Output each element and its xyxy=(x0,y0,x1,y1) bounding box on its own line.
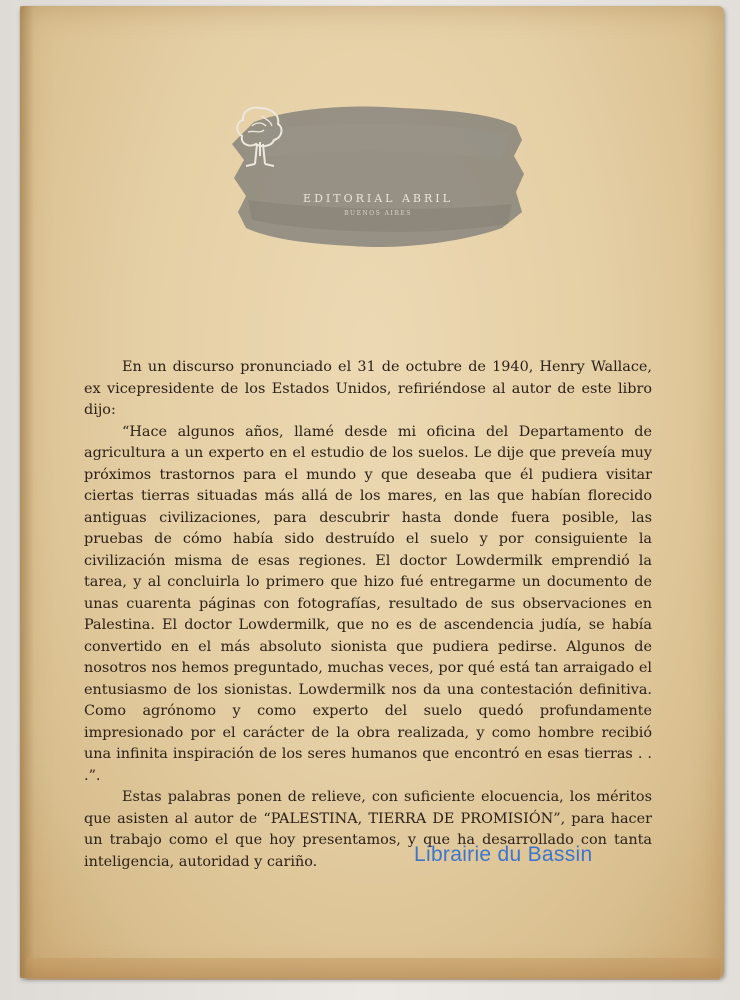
quote-paragraph: “Hace algunos años, llamé desde mi oficina del Departamento de agricultura a un experto en el estudio de los suelos. Le dije que preveía muy próximos trastornos para el mundo y que deseaba que él pudiera visitar ciertas tierras situadas más allá de los mares, en las que habían florecido antiguas civilizaciones, para descubrir hasta donde fuera posible, las pruebas de cómo había sido destruído el suelo y por consiguiente la civilización misma de esas regiones. El doctor Lowdermilk emprendió la tarea, y al concluirla lo primero que hizo fué entregarme un documento de unas cuarenta páginas con fotografías, resultado de sus observaciones en Palestina. El doctor Lowdermilk, que no es de ascendencia judía, se había convertido en el más absoluto sionista que pudiera pedirse. Algunos de nosotros nos hemos preguntado, muchas veces, por qué está tan arraigado el entusiasmo de los sionistas. Lowdermilk nos da una contestación definitiva. Como agrónomo y como experto del suelo quedó profundamente impresionado por el carácter de la obra realizada, y como hombre recibió una infinita inspiración de los seres humanos que encontró en esas tierras . . .”. xyxy=(84,423,652,784)
back-cover-text xyxy=(84,357,652,873)
book-bottom-edge xyxy=(26,958,720,980)
intro-paragraph: En un discurso pronunciado el 31 de octubre de 1940, Henry Wallace, ex vicepresidente de los Estados Unidos, refiriéndose al autor de este libro dijo: xyxy=(84,359,652,418)
tree-icon xyxy=(232,100,288,170)
publisher-city: BUENOS AIRES xyxy=(344,210,412,217)
publisher-name: EDITORIAL ABRIL xyxy=(303,192,453,205)
publisher-logo xyxy=(232,100,524,250)
seller-watermark: Librairie du Bassin xyxy=(414,843,593,866)
closing-paragraph: Estas palabras ponen de relieve, con suficiente elocuencia, los méritos que asisten al autor de “PALESTINA, TIERRA DE PROMISIÓN”, para hacer un trabajo como el que hoy presentamos, y que ha desarrollado con tanta inteligencia, autoridad y cariño. xyxy=(84,789,652,870)
